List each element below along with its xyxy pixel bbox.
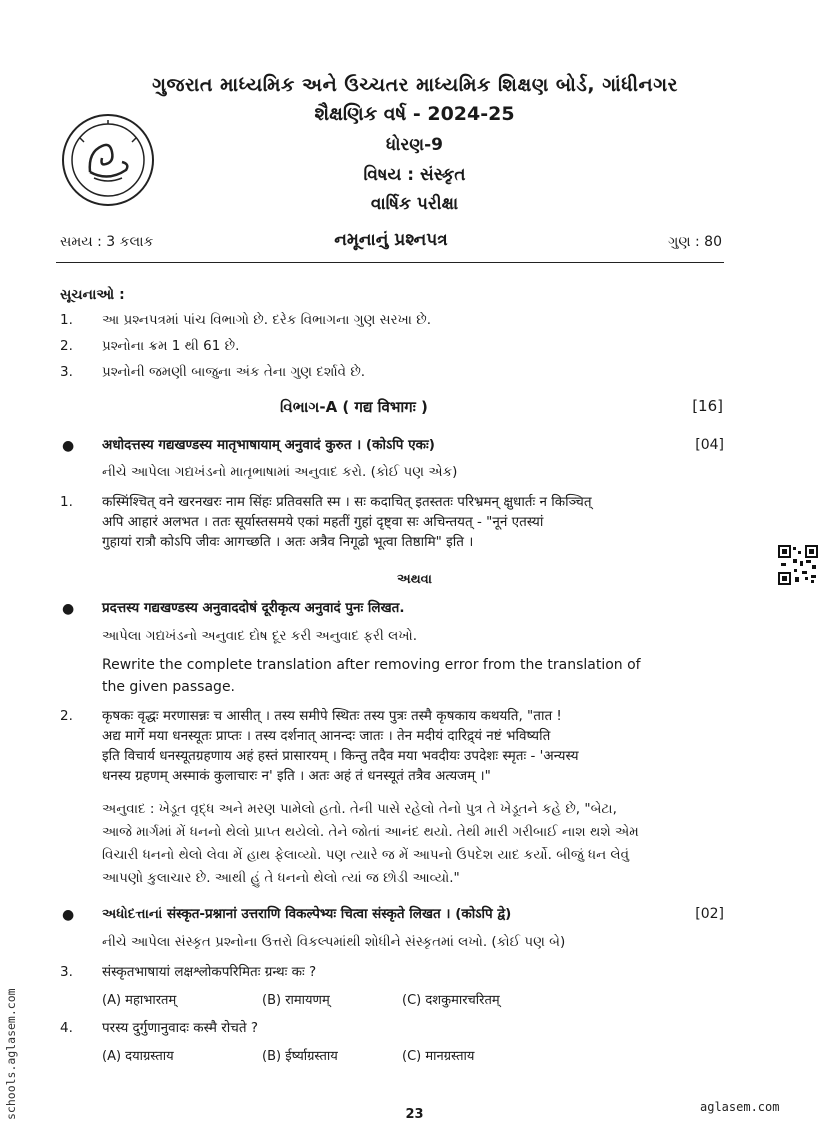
bullet-icon: ● [62,438,75,454]
meta-row [60,232,722,258]
instruction-item: 2. પ્રશ્નોના ક્રમ 1 થી 61 છે. [60,338,240,354]
header-divider [56,262,724,263]
instructions-heading: સૂચનાઓ : [60,287,125,303]
option: (B) रामायणम् [262,993,330,1008]
question-4-options [102,1046,662,1066]
question-1: 1. कस्मिंश्चित् वने खरनखरः नाम सिंहः प्रतिवसति स्म । सः कदाचित् इतस्ततः परिभ्रमन् क्षुधार्तः न किञ्चित् अपि आहारं अलभत । ततः सूर्यास्तसमये एकां महतीं गुहां दृष्ट्वा सः अचिन्तयत् - "नूनं एतस्यां गुहायां रात्रौ कोऽपि जीवः आगच्छति । अतः अत्रैव निगूढो भूत्वा तिष्ठामि" इति । [60,494,592,550]
bullet-icon: ● [62,601,75,617]
or-separator: અથવા [397,572,432,587]
page-number: 23 [405,1107,424,1122]
instruction-english: Rewrite the complete translation after removing error from the translation of the given passage. [102,657,641,695]
section-a-marks: [16] [692,397,723,415]
qr-code-icon [778,545,818,585]
block-marks: [04] [695,437,724,453]
board-title: ગુજરાત માધ્યમિક અને ઉચ્ચતર માધ્યમિક શિક્ષણ બોર્ડ, ગાંધીનગર [152,74,678,96]
question-4: 4. परस्य दुर्गुणानुवादः कस्मै रोचते ? [60,1020,258,1036]
instruction-gujarati: આપેલા ગદ્યખંડનો અનુવાદ દોષ દૂર કરી અનુવાદ ફરી લખો. [102,628,418,644]
instruction-gujarati: નીચે આપેલા ગદ્યખંડનો માતૃભાષામાં અનુવાદ કરો. (કોઈ પણ એક) [102,464,458,480]
option: (C) मानग्रस्ताय [402,1049,475,1064]
subject: વિષય : સંસ્કૃત [363,165,466,185]
option: (A) महाभारतम् [102,993,177,1008]
time-duration: સમય : 3 કલાક [60,234,154,250]
exam-type: વાર્ષિક પરીક્ષા [370,194,459,214]
block-marks: [02] [695,906,724,922]
instruction-item: 1. આ પ્રશ્નપત્રમાં પાંચ વિભાગો છે. દરેક વિભાગના ગુણ સરખા છે. [60,312,432,328]
question-block-1-instruction: ● अधोदत्तस्य गद्यखण्डस्य मातृभाषायाम् अनुवादं कुरुत । (कोऽपि एकः) [04] [62,437,724,454]
total-marks: ગુણ : 80 [668,234,722,250]
question-3: 3. संस्कृतभाषायां लक्षश्लोकपरिमितः ग्रन्थः कः ? [60,964,317,980]
question-3-options [102,990,662,1010]
translation-text: અનુવાદ : ખેડૂત વૃદ્ધ અને મરણ પામેલો હતો. તેની પાસે રહેલો તેનો પુત્ર તે ખેડૂતને કહે છે, "બેટા, આજે માર્ગમાં મેં ધનનો થેલો પ્રાપ્ત થયેલો. તેને જોતાં આનંદ થયો. તેથી મારી ગરીબાઈ નાશ થશે એમ વિચારી ધનનો થેલો લેવા મેં હાથ ફેલાવ્યો. પણ ત્યારે જ મેં આપનો ઉપદેશ યાદ કર્યો. બીજું ધન લેવું આપણો કુલાચાર છે. આથી હું તે ધનનો થેલો ત્યાં જ છોડી આવ્યો." [102,801,639,886]
side-watermark: schools.aglasem.com [4,988,18,1120]
instruction-gujarati: નીચે આપેલા સંસ્કૃત પ્રશ્નોના ઉત્તરો વિકલ્પમાંથી શોધીને સંસ્કૃતમાં લખો. (કોઈ પણ બે) [102,934,566,950]
question-2: 2. कृषकः वृद्धः मरणासन्नः च आसीत् । तस्य समीपे स्थितः तस्य पुत्रः तस्मै कृषकाय कथयति, "तात ! अद्य मार्गे मया धनस्यूतः प्राप्तः । तस्य दर्शनात् आनन्दः जातः । तेन मदीयं दारिद्र्यं नष्टं भविष्यति इति विचार्य धनस्यूतग्रहणाय अहं हस्तं प्रासारयम् । किन्तु तदैव मया भवदीयः उपदेशः स्मृतः - 'अन्यस्य धनस्य ग्रहणम् अस्माकं कुलाचारः न' इति । अतः अहं तं धनस्यूतं तत्रैव अत्यजम् ।" [60,708,579,784]
section-a-title: વિભાગ-A ( गद्य विभागः ) [280,398,428,416]
option: (C) दशकुमारचरितम् [402,993,500,1008]
paper-title: નમૂનાનું પ્રશ્નપત્ર [334,230,448,250]
brand-watermark: aglasem.com [700,1100,780,1114]
standard: ધોરણ-9 [386,135,443,155]
option: (A) दयाग्रस्ताय [102,1049,174,1064]
question-block-3-instruction: ● અધોદત્તાનાં संस्कृत-प्रश्नानां उत्तराणि विकल्पेभ्यः चित्वा संस्कृते लिखत । (कोऽपि द्वे) [02] [62,906,724,923]
option: (B) ईर्ष्याग्रस्ताय [262,1049,338,1064]
question-block-2-instruction: ● प्रदत्तस्य गद्यखण्डस्य अनुवाददोषं दूरीकृत्य अनुवादं पुनः लिखत. [62,600,405,617]
bullet-icon: ● [62,907,75,923]
academic-year: શૈક્ષણિક વર્ષ - 2024-25 [314,103,515,125]
instruction-item: 3. પ્રશ્નોની જમણી બાજુના અંક તેના ગુણ દર્શાવે છે. [60,364,366,380]
